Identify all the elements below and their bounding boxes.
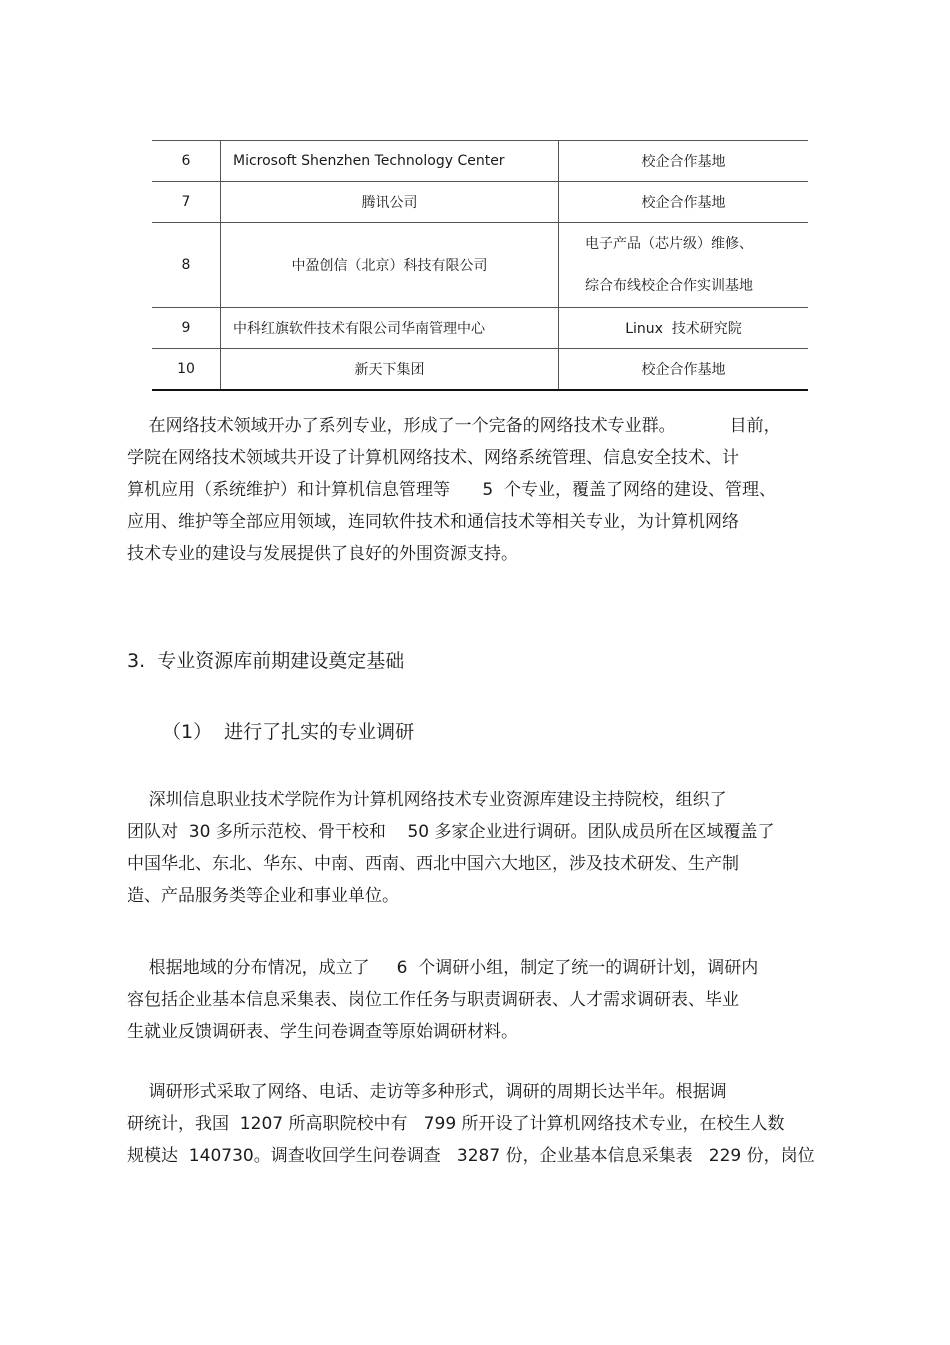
cooperation-type [559,223,809,308]
text-line: 规模达 140730。调查收回学生问卷调查 3287 份，企业基本信息采集表 229 份，岗位 [127,1146,815,1166]
text-line: 生就业反馈调研表、学生问卷调查等原始调研材料。 [127,1022,518,1042]
cooperation-type [559,182,809,223]
table-row [152,223,808,308]
cooperation-type-line: 校企合作基地 [641,361,726,378]
text-line: 应用、维护等全部应用领域，连同软件技术和通信技术等相关专业，为计算机网络 [127,512,739,532]
row-number: 10 [152,349,221,390]
table-row [152,182,808,223]
cooperation-table [152,140,796,391]
cooperation-type [559,308,809,349]
organization-name: 新天下集团 [221,349,559,390]
paragraph-research-team [127,784,827,912]
cooperation-type-line: 电子产品（芯片级）维修、 [585,236,753,252]
text-line: 调研形式采取了网络、电话、走访等多种形式，调研的周期长达半年。根据调 [127,1082,727,1102]
text-line: 技术专业的建设与发展提供了良好的外围资源支持。 [127,544,518,564]
subsection-heading: （1） 进行了扎实的专业调研 [162,721,415,743]
row-number: 6 [152,141,221,182]
text-line: 容包括企业基本信息采集表、岗位工作任务与职责调研表、人才需求调研表、毕业 [127,990,739,1010]
text-line: 造、产品服务类等企业和事业单位。 [127,886,399,906]
text-line: 学院在网络技术领域共开设了计算机网络技术、网络系统管理、信息安全技术、计 [127,448,739,468]
organization-name: 中盈创信（北京）科技有限公司 [221,223,559,308]
table-row [152,141,808,182]
text-line: 算机应用（系统维护）和计算机信息管理等 5 个专业，覆盖了网络的建设、管理、 [127,480,777,500]
cooperation-type-line: Linux 技术研究院 [625,321,742,337]
paragraph-research-statistics [127,1076,827,1172]
text-line: 中国华北、东北、华东、中南、西南、西北中国六大地区，涉及技术研发、生产制 [127,854,739,874]
text-line: 研统计，我国 1207 所高职院校中有 799 所开设了计算机网络技术专业，在校生人数 [127,1114,785,1134]
organization-name: 中科红旗软件技术有限公司华南管理中心 [221,308,559,349]
cooperation-type [559,349,809,390]
text-line: 深圳信息职业技术学院作为计算机网络技术专业资源库建设主持院校，组织了 [127,790,727,810]
org-table [152,140,808,391]
cooperation-type [559,141,809,182]
organization-name: Microsoft Shenzhen Technology Center [221,141,559,182]
cooperation-type-line: 校企合作基地 [641,154,726,170]
paragraph-research-groups [127,952,827,1048]
section-heading: 3. 专业资源库前期建设奠定基础 [127,650,405,672]
row-number: 9 [152,308,221,349]
text-line: 根据地域的分布情况，成立了 6 个调研小组，制定了统一的调研计划，调研内 [127,958,759,978]
organization-name: 腾讯公司 [221,182,559,223]
table-row [152,349,808,390]
text-line: 在网络技术领域开办了系列专业，形成了一个完备的网络技术专业群。 目前， [127,416,781,436]
table-row [152,308,808,349]
text-line: 团队对 30 多所示范校、骨干校和 50 多家企业进行调研。团队成员所在区域覆盖了 [127,822,775,842]
cooperation-type-line: 校企合作基地 [641,195,726,211]
paragraph-network-programs [127,410,827,570]
row-number: 8 [152,223,221,308]
cooperation-type-line: 综合布线校企合作实训基地 [585,278,753,294]
row-number: 7 [152,182,221,223]
